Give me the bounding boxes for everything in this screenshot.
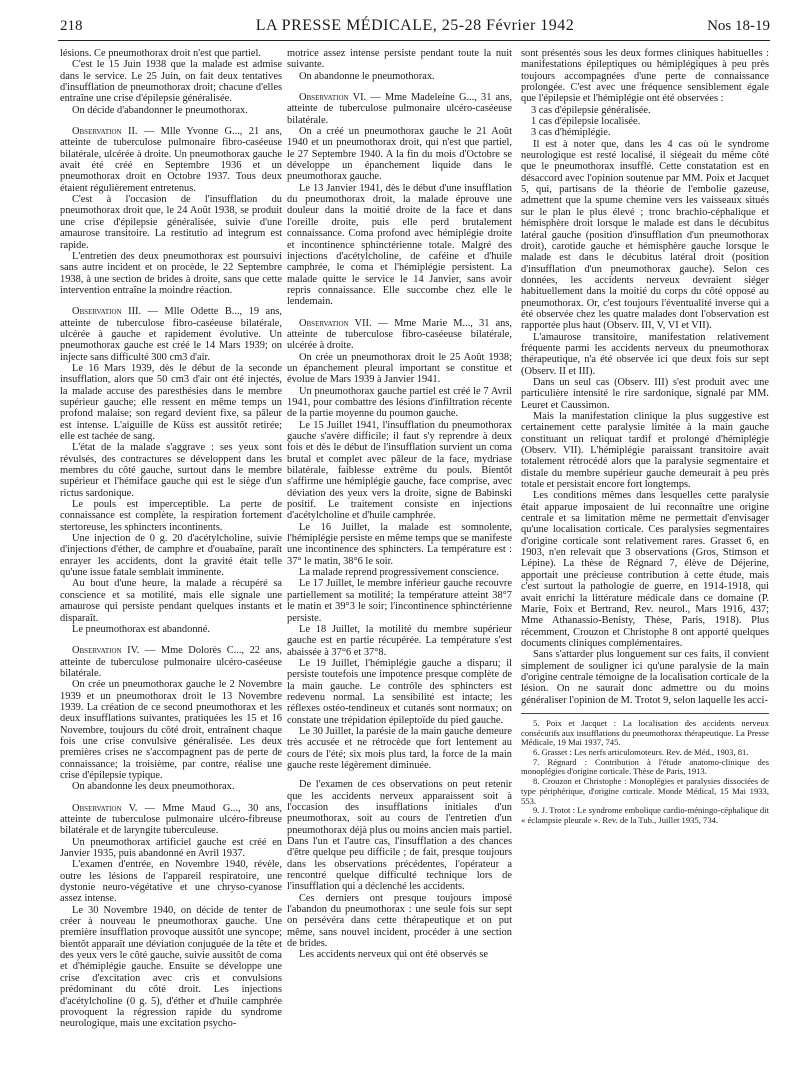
observation-label: Observation	[72, 802, 122, 814]
paragraph: Un pneumothorax gauche partiel est créé le 7 Avril 1941, pour combattre des lésions d'infiltration récente de la partie moyenne du poumon gauche.	[287, 385, 512, 420]
paragraph: C'est le 15 Juin 1938 que la malade est admise dans le service. Le 25 Juin, on fait deux tentatives d'insufflation de pneumothorax droit; chacune d'elles entraîne une crise d'épilepsie généralisée.	[60, 59, 282, 105]
paragraph: L'entretien des deux pneumothorax est poursuivi sans autre incident et on procède, le 22 Septembre 1938, à une section de brides à droite, sans que cette intervention entraîne la moindre réaction.	[60, 250, 282, 296]
footnote: 5. Poix et Jacquet : La localisation des accidents nerveux consécutifs aux insufflations du pneumothorax thérapeutique. La Presse Médicale, 19 Mai 1937, 745.	[521, 717, 769, 748]
column-right	[521, 48, 769, 826]
paragraph: Le 19 Juillet, l'hémiplégie gauche a disparu; il persiste toutefois une impotence presque complète de la main gauche. Le contrôle des sphincters est redevenu normal. La sensibilité est intacte; les réflexes ostéo-tendineux et cutanés sont normaux; on constate une trépidation épileptoïde du pied gauche.	[287, 657, 512, 726]
paragraph: Sans s'attarder plus longuement sur ces faits, il convient simplement de souligner ici qu'une paralysie de la main d'origine centrale témoigne de la localisation corticale de la lésion. On ne saurait donc admettre ou du moins généraliser l'opinion de M. Trotot 9, selon laquelle les acci-	[521, 649, 769, 706]
paragraph: On crée un pneumothorax gauche le 2 Novembre 1939 et un pneumothorax droit le 13 Novembre 1939. La création de ce second pneumothorax et les deux insufflations suivantes, pratiquées les 15 et 16 Novembre, toujours du côté droit, entraînent chaque fois une crise convulsive généralisée. Les deux premières crises ne s'accompagnent pas de perte de connaissance; la troisième, par contre, réalise une crise d'épilepsie typique.	[60, 679, 282, 781]
paragraph: L'état de la malade s'aggrave : ses yeux sont révulsés, des contractures se développent dans les membres du côté gauche, surtout dans le membre supérieur et l'hémiface gauche qui est le siège d'un rictus sardonique.	[60, 442, 282, 499]
paragraph: Le 15 Juillet 1941, l'insufflation du pneumothorax gauche s'avère difficile; il faut s'y reprendre à deux fois et dès le début de l'insufflation survient un coma brutal et complet avec pâleur de la face, mydriase bilatérale, faiblesse extrême du pouls. Bientôt s'affirme une hémiplégie gauche, face comprise, avec déviation des yeux vers la droite, signe de Babinski positif. Le traitement consiste en injections d'acétylcholine et d'huile camphrée.	[287, 419, 512, 522]
paragraph: On a créé un pneumothorax gauche le 21 Août 1940 et un pneumothorax droit, qui n'est que partiel, le 27 Septembre 1940. A la fin du mois d'Octobre se développe un épanchement liquide dans le pneumothorax gauche.	[287, 126, 512, 183]
paragraph: Le 30 Juillet, la parésie de la main gauche demeure très accusée et ne rétrocède que fort lentement au cours de l'été; six mois plus tard, la force de la main gauche reste légèrement diminuée.	[287, 725, 512, 771]
paragraph: Le 16 Juillet, la malade est somnolente, l'hémiplégie persiste en même temps que se manifeste une incontinence des sphincters. La température est : 37° le matin, 38°6 le soir.	[287, 521, 512, 567]
paragraph: Le pouls est imperceptible. La perte de connaissance est complète, la respiration fortement stertoreuse, les sphincters incontinents.	[60, 499, 282, 533]
paragraph: Le 17 Juillet, le membre inférieur gauche recouvre partiellement sa motilité; la température atteint 38°7 le matin et 39°3 le soir; l'incontinence sphinctérienne persiste.	[287, 578, 512, 624]
paragraph: Mais la manifestation clinique la plus suggestive est certainement cette paralysie limitée à la main gauche constituant un reliquat tardif et prolongé d'hémiplégie (Observ. VII). L'hémiplégie paraissant transitoire avait totalement rétrocédé alors que la paralysie segmentaire et distale du membre supérieur gauche demeurait à peu près totale et persistait encore fort longtemps.	[521, 411, 769, 491]
footnote: 7. Régnard : Contribution à l'étude anatomo-clinique des monoplégies d'origine corticale. Thèse de Paris, 1913.	[521, 756, 769, 777]
paragraph: Le 30 Novembre 1940, on décide de tenter de créer à nouveau le pneumothorax gauche. Une première insufflation provoque aussitôt une syncope; bientôt apparaît une déviation conjuguée de la tête et des yeux vers le côté gauche, suivie aussitôt de coma et d'hémiplégie gauche. Ensuite se développe une crise d'excitation avec cris et convulsions prédominant du côté droit. Les injections d'acétylcholine (0 g. 5), d'éther et d'huile camphrée provoquent la régression rapide du syndrome neurologique, mais une excitation psycho-	[60, 904, 282, 1030]
paragraph: On abandonne le pneumothorax.	[299, 70, 435, 82]
paragraph: Les accidents nerveux qui ont été observés se	[299, 949, 488, 961]
paragraph: lésions. Ce pneumothorax droit n'est que partiel.	[60, 48, 261, 59]
page-header	[60, 14, 770, 40]
paragraph: L'amaurose transitoire, manifestation relativement fréquente parmi les accidents nerveux du pneumothorax thérapeutique, n'a été observée ici que deux fois sur sept (Observ. II et III).	[521, 331, 769, 377]
paragraph: L'examen d'entrée, en Novembre 1940, révèle, outre les lésions de l'appareil respiratoire, une dystonie neuro-végétative et une chryso-cyanose assez intense.	[60, 859, 282, 905]
page-number: 218	[60, 18, 83, 34]
paragraph: Au bout d'une heure, la malade a récupéré sa conscience et sa motilité, mais elle signale une amaurose qui persiste pendant quelques instants et disparaît.	[60, 578, 282, 624]
paragraph: De l'examen de ces observations on peut retenir que les accidents nerveux apparaissent soit à l'occasion des insufflations initiales d'un pneumothorax, soit au cours de l'entretien d'un pneumothorax déjà plus ou moins ancien mais partiel. Dans l'un et l'autre cas, l'insufflation a des chances d'être quelque peu difficile ; de fait, presque toujours dans les observations précédentes, l'opérateur a rencontré quelque difficulté technique lors de l'insufflation qui a déclenché les accidents.	[287, 779, 512, 893]
list-item: 1 cas d'épilepsie localisée.	[531, 116, 641, 128]
list-item: 3 cas d'hémiplégie.	[531, 127, 611, 139]
paragraph: Le 16 Mars 1939, dès le début de la seconde insufflation, alors que 50 cm3 d'air ont été injectés, la malade accuse des paresthésies dans le membre supérieur gauche; elle ressent en même temps un profond malaise; son regard devient fixe, sa pâleur est intense. L'aiguille de Küss est aussitôt retirée; elle est tachée de sang.	[60, 362, 282, 442]
observation-label: Observation	[72, 645, 122, 657]
paragraph: Il est à noter que, dans les 4 cas où le syndrome neurologique est resté localisé, il siégeait du même côté que le pneumothorax insufflé. Cette constatation est en désaccord avec l'opinion soutenue par MM. Poix et Jacquet 5, qui, partisans de la théorie de l'embolie gazeuse, admettent que la spume chemine vers les vaisseaux situés sur le plan le plus élevé ; tronc brachio-céphalique et hémisphère droit lorsque le malade est dans le décubitus latéral gauche (position d'insufflation d'un pneumothorax droit), carotide gauche et hémisphère gauche lorsque le malade est dans le décubitus latéral droit (position d'insufflation d'un pneumothorax gauche). Selon ces données, les accidents nerveux devraient siéger habituellement dans la moitié du corps du côté opposé au pneumothorax. Or, c'est toujours l'éventualité inverse qui a été observée chez les quatre malades dont l'observation est rapportée plus haut (Observ. III, V, VI et VII).	[521, 138, 769, 332]
paragraph: C'est à l'occasion de l'insufflation du pneumothorax droit que, le 24 Août 1938, se produit une crise d'épilepsie généralisée, suivie d'une amaurose transitoire. La restitutio ad integrum est rapide.	[60, 194, 282, 251]
footnote-rule	[521, 713, 769, 714]
issue-numbers: Nos 18-19	[707, 18, 770, 34]
paragraph: On abandonne les deux pneumothorax.	[72, 781, 235, 793]
paragraph: On décide d'abandonner le pneumothorax.	[72, 104, 248, 116]
paragraph: La malade reprend progressivement conscience.	[299, 567, 499, 579]
paragraph: Dans un seul cas (Observ. III) s'est produit avec une particulière intensité le rire sardonique, signalé par MM. Leuret et Caussimon.	[521, 376, 769, 411]
journal-title: LA PRESSE MÉDICALE, 25-28 Février 1942	[255, 17, 575, 34]
observation-heading: Observation II. — Mlle Yvonne G..., 21 ans, atteinte de tuberculose pulmonaire fibro-caséeuse bilatérale, ulcérée à droite. Un pneumothorax gauche avait été créé en Septembre 1936 et un pneumothorax droit en Octobre 1937. Tous deux étaient régulièrement entretenus.	[60, 126, 282, 194]
list-item: 3 cas d'épilepsie généralisée.	[531, 104, 651, 116]
paragraph: sont présentés sous les deux formes cliniques habituelles : manifestations épileptiques ou hémiplégiques à peu près toujours accompagnées d'une perte de connaissance prolongée. C'est avec une fréquence sensiblement égale que l'épilepsie et l'hémiplégie ont été observées :	[521, 48, 769, 105]
footnote: 6. Grasset : Les nerfs articulomoteurs. Rev. de Méd., 1903, 81.	[533, 747, 749, 758]
footnote: 9. J. Trotot : Le syndrome embolique cardio-méningo-céphalique dit « éclampsie pleurale ». Rev. de la Tub., Juillet 1935, 734.	[521, 805, 769, 825]
paragraph: Le 13 Janvier 1941, dès le début d'une insufflation du pneumothorax droit, la malade éprouve une douleur dans la moitié droite de la face et dans l'oreille droite, puis elle perd brutalement connaissance. Coma profond avec hémiplégie droite et incontinence sphinctérienne totale. Malgré des injections d'acétylcholine, de caféine et d'huile camphrée, le coma et l'hémiplégie persistent. La malade quitte le service le 14 Janvier, sans avoir repris connaissance. Elle succombe chez elle le lendemain.	[287, 182, 512, 308]
paragraph: Ces derniers ont presque toujours imposé l'abandon du pneumothorax : une seule fois sur sept on persévéra dans cette thérapeutique et on put même, sans nouvel incident, procéder à une section de brides.	[287, 892, 512, 950]
observation-label: Observation	[72, 306, 122, 318]
observation-heading: Observation IV. — Mme Dolorès C..., 22 ans, atteinte de tuberculose pulmonaire ulcéro-caséeuse bilatérale.	[60, 645, 282, 679]
paragraph: Un pneumothorax artificiel gauche est créé en Janvier 1935, puis abandonné en Avril 1937.	[60, 836, 282, 860]
paragraph: Le pneumothorax est abandonné.	[72, 623, 210, 635]
column-middle	[287, 48, 512, 961]
observation-label: Observation	[299, 317, 349, 329]
header-rule	[58, 40, 770, 41]
paragraph: Les conditions mêmes dans lesquelles cette paralysie était apparue imposaient de lui reconnaître une origine centrale et sa limitation même ne permettait d'envisager qu'une localisation corticale. Ces paralysies segmentaires d'origine corticale sont relativement rares. Grasset 6, en 1903, n'en relevait que 3 observations (Gros, Stimson et Lépine). La thèse de Régnard 7, élève de Déjerine, apportait une précieuse contribution à cette étude, mais c'est surtout la pathologie de guerre, en 1914-1918, qui avait enrichi la littérature médicale dans ce domaine (P. Marie, Foix et Bertrand, Rev. neurol., Mars 1916, 437; Mme Athanassio-Benisty, Thèse, Paris, 1918). Plus récemment, Crouzon et Christophe 8 ont apporté quelques documents cliniques complémentaires.	[521, 490, 769, 649]
column-left	[60, 48, 282, 1030]
paragraph: Le 18 Juillet, la motilité du membre supérieur gauche est en partie récupérée. La température s'est abaissée à 37°6 et 37°8.	[287, 623, 512, 658]
observation-label: Observation	[72, 126, 122, 138]
observation-heading: Observation VII. — Mme Marie M..., 31 ans, atteinte de tuberculose fibro-caséeuse bilatérale, ulcérée à droite.	[287, 317, 512, 352]
footnote: 8. Crouzon et Christophe : Monoplégies et paralysies dissociées de type périphérique, d'origine corticale. Monde Médical, 15 Mai 1933, 553.	[521, 776, 769, 806]
paragraph: On crée un pneumothorax droit le 25 Août 1938; un épanchement pleural important se constitue et évolue de Mars 1939 à Janvier 1941.	[287, 351, 512, 386]
observation-heading: Observation V. — Mme Maud G..., 30 ans, atteinte de tuberculose pulmonaire ulcéro-fibreuse bilatérale et de laryngite tuberculeuse.	[60, 802, 282, 837]
observation-heading: Observation VI. — Mme Madeleine G..., 31 ans, atteinte de tuberculose pulmonaire ulcéro-caséeuse bilatérale.	[287, 92, 512, 126]
observation-label: Observation	[299, 92, 349, 104]
paragraph: Une injection de 0 g. 20 d'acétylcholine, suivie d'injections d'éther, de camphre et d'ouabaïne, paraît enrayer les accidents, dont la gravité était telle qu'une issue fatale semblait imminente.	[60, 533, 282, 579]
paragraph: motrice assez intense persiste pendant toute la nuit suivante.	[287, 48, 512, 71]
observation-heading: Observation III. — Mlle Odette B..., 19 ans, atteinte de tuberculose fibro-caséeuse bilatérale, ulcérée à gauche et rapidement évolutive. Un pneumothorax gauche est créé le 14 Mars 1939; on injecte sans difficulté 300 cm3 d'air.	[60, 306, 282, 363]
